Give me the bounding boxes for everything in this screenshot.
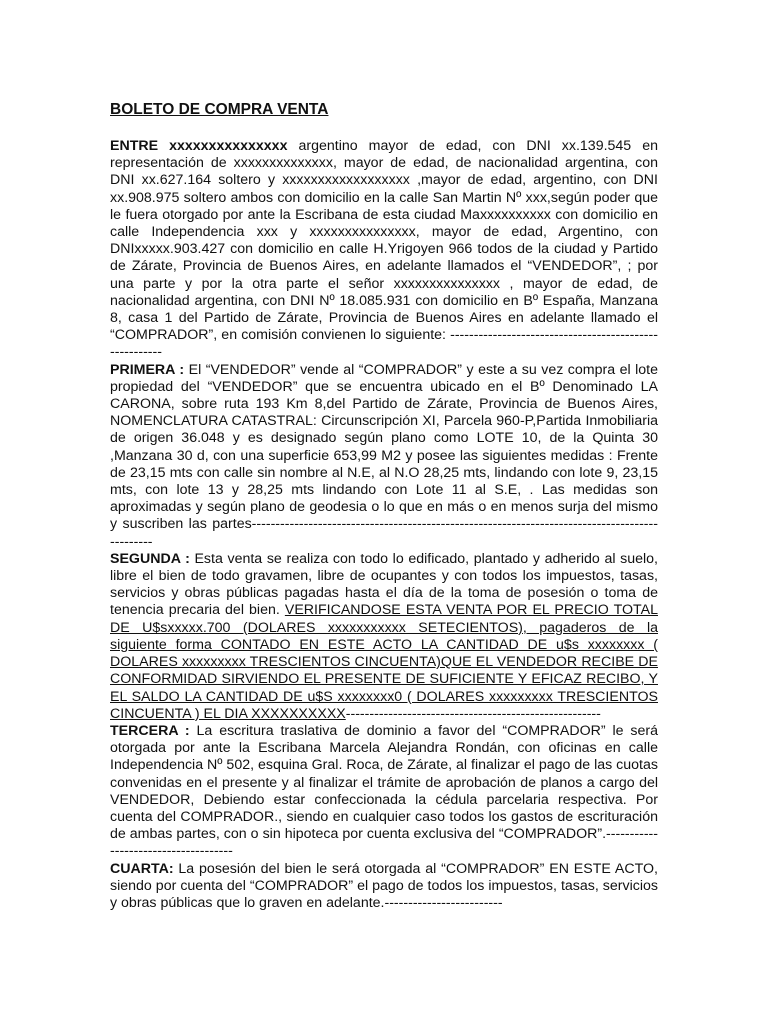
intro-label: ENTRE xxxxxxxxxxxxxxx	[110, 138, 288, 154]
clause-segunda-tail: ------------------------------------------------------	[345, 705, 601, 722]
clause-segunda-price-text: VERIFICANDOSE ESTA VENTA POR EL PRECIO TOTAL DE U$sxxxxx.700 (DOLARES xxxxxxxxxxx SETECIENTOS), pagaderos de la siguiente forma CONTADO EN ESTE ACTO LA CANTIDAD DE u$s xxxxxxxx ( DOLARES xxxxxxxxx TRESCIENTOS CINCUENTA)QUE EL VENDEDOR RECIBE DE CONFORMIDAD SIRVIENDO EL PRESENTE DE SUFICIENTE Y EFICAZ RECIBO, Y EL SALDO LA CANTIDAD DE u$S xxxxxxxx0 ( DOLARES xxxxxxxxx TRESCIENTOS CINCUENTA ) EL DIA XXXXXXXXXX	[110, 602, 658, 722]
clause-tercera-text: La escritura traslativa de dominio a favor del “COMPRADOR” le será otorgada por ante la Escribana Marcela Alejandra Rondán, con oficinas en calle Independencia Nº 502, esquina Gral. Roca, de Zárate, al finalizar el pago de las cuotas convenidas en el presente y al finalizar el trámite de aprobación de planos a cargo del VENDEDOR, Debiendo estar confeccionada la cédula parcelaria respectiva. Por cuenta del COMPRADOR., siendo en cualquier caso todos los gastos de escrituración de ambas partes, con o sin hipoteca por cuenta exclusiva del “COMPRADOR”.-------------------------------------	[110, 722, 658, 860]
clause-cuarta-label: CUARTA:	[110, 860, 174, 877]
document-page	[110, 100, 658, 912]
clause-tercera-label: TERCERA :	[110, 722, 190, 739]
clause-primera-label: PRIMERA :	[110, 361, 185, 378]
document-title: BOLETO DE COMPRA VENTA	[110, 101, 329, 118]
clause-tercera	[110, 723, 658, 861]
clause-primera-text: El “VENDEDOR” vende al “COMPRADOR” y este a su vez compra el lote propiedad del “VENDEDOR” que se encuentra ubicado en el Bº Denominado LA CARONA, sobre ruta 193 Km 8,del Partido de Zárate, Provincia de Buenos Aires, NOMENCLATURA CATASTRAL: Circunscripción XI, Parcela 960-P,Partida Inmobiliaria de origen 36.048 y es designado según plano como LOTE 10, de la Quinta 30 ,Manzana 30 d, con una superficie 653,99 M2 y posee las siguientes medidas : Frente de 23,15 mts con calle sin nombre al N.E, al N.O 28,25 mts, lindando con lote 9, 23,15 mts, con lote 13 y 28,25 mts lindando con Lote 11 al S.E, . Las medidas son aproximadas y según plano de geodesia o lo que en más o en menos surja del mismo y suscriben las partes-----------------------------------------------------------------------------------------------	[110, 361, 658, 550]
intro-text: argentino mayor de edad, con DNI xx.139.545 en representación de xxxxxxxxxxxxxx, mayor de edad, de nacionalidad argentina, con DNI xx.627.164 soltero y xxxxxxxxxxxxxxxxxx ,mayor de edad, argentino, con DNI xx.908.975 soltero ambos con domicilio en la calle San Martin Nº xxx,según poder que le fuera otorgado por ante la Escribana de esta ciudad Maxxxxxxxxxx con domicilio en calle Independencia xxx y xxxxxxxxxxxxxxx, mayor de edad, Argentino, con DNIxxxxx.903.427 con domicilio en calle H.Yrigoyen 966 todos de la ciudad y Partido de Zárate, Provincia de Buenos Aires, en adelante llamados el “VENDEDOR”, ; por una parte y por la otra parte el señor xxxxxxxxxxxxxxx , mayor de edad, de nacionalidad argentina, con DNI Nº 18.085.931 con domicilio en Bº España, Manzana 8, casa 1 del Partido de Zárate, Provincia de Buenos Aires en adelante llamado el “COMPRADOR”, en comisión convienen lo siguiente: -------------------------------------------------------	[110, 138, 658, 361]
intro-paragraph	[110, 138, 658, 362]
clause-primera	[110, 362, 658, 551]
clause-cuarta	[110, 861, 658, 913]
clause-segunda-label: SEGUNDA :	[110, 550, 190, 567]
clause-segunda	[110, 551, 658, 723]
clause-segunda-text: Esta venta se realiza con todo lo edificado, plantado y adherido al suelo, libre el bien de todo gravamen, libre de ocupantes y con todos los impuestos, tasas, servicios y obras públicas pagadas hasta el día de la toma de posesión o toma de tenencia precaria del bien.	[110, 550, 658, 619]
clause-cuarta-text: La posesión del bien le será otorgada al “COMPRADOR” EN ESTE ACTO, siendo por cuenta del “COMPRADOR” el pago de todos los impuestos, tasas, servicios y obras públicas que lo graven en adelante.-------------------------	[110, 860, 658, 911]
